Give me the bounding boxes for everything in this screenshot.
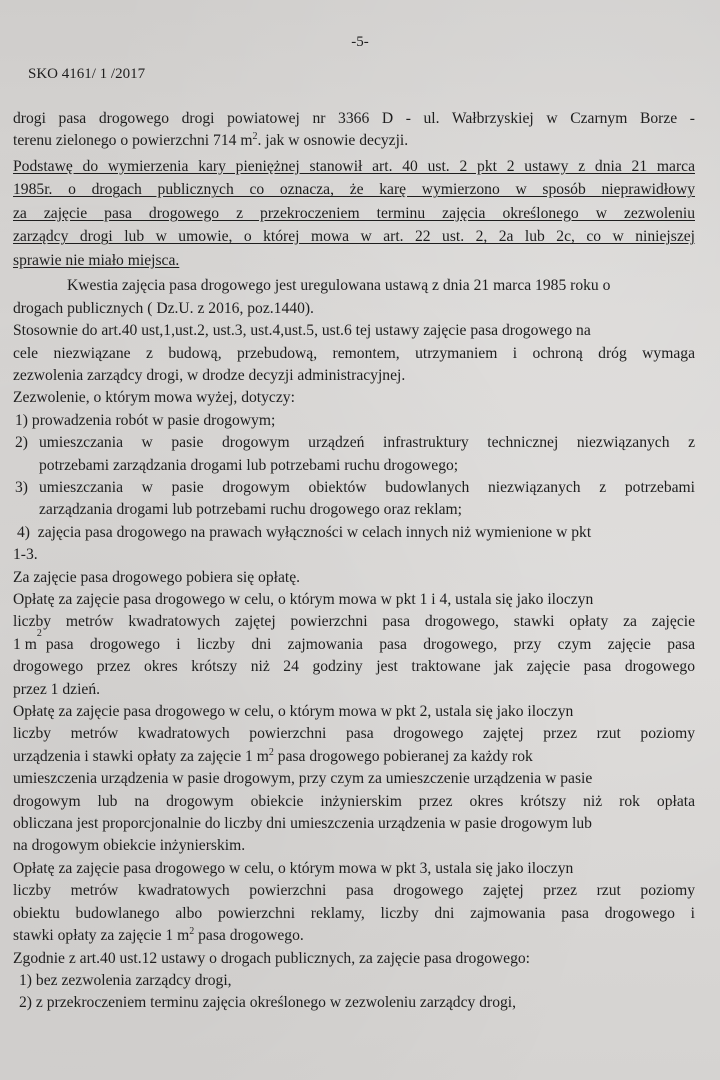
superscript: 2 (252, 131, 258, 143)
list-text: bez zezwolenia zarządcy drogi, (35, 971, 232, 989)
list-item-continuation: 1-3. (13, 546, 38, 564)
text-line: Opłatę za zajęcie pasa drogowego w celu, o którym mowa w pkt 1 i 4, ustala się jako iloczyn (13, 591, 594, 608)
document-reference: SKO 4161/ 1 /2017 (28, 66, 146, 82)
list-number: 2) (15, 434, 28, 452)
text-line: drogach publicznych ( Dz.U. z 2016, poz.1440). (13, 299, 314, 317)
list-item (13, 410, 695, 432)
text-line: obliczana jest proporcjonalnie do liczby dni umieszczenia urządzenia w pasie drogowym lub (13, 815, 592, 833)
text-line: drogowym lub na drogowym obiekcie inżynierskim przez okres krótszy niż rok opłata (13, 792, 695, 810)
document-body (13, 108, 695, 1015)
superscript: 2 (36, 627, 42, 639)
text-line: liczby metrów kwadratowych zajętej powierzchni pasa drogowego, stawki opłaty za zajęcie (13, 613, 695, 631)
text-fragment: terenu zielonego o powierzchni 714 m (13, 132, 253, 150)
text-line: zezwolenia zarządcy drogi, w drodze decyzji administracyjnej. (13, 366, 406, 384)
list-item (13, 992, 695, 1014)
text-line: Opłatę za zajęcie pasa drogowego w celu, o którym mowa w pkt 2, ustala się jako iloczyn (13, 703, 574, 721)
superscript: 2 (189, 926, 195, 938)
list-number: 2) (19, 994, 32, 1012)
page-number: -5- (351, 34, 369, 50)
text-line: na drogowym obiekcie inżynierskim. (13, 837, 246, 855)
text-line: Opłatę za zajęcie pasa drogowego w celu, o którym mowa w pkt 3, ustala się jako iloczyn (13, 859, 574, 877)
list-number: 1) (19, 971, 32, 989)
text-line: liczby metrów kwadratowych powierzchni pasa drogowego zajętej przez rzut poziomy (13, 725, 695, 743)
list-text: umieszczania w pasie drogowym obiektów budowlanych niezwiązanych z potrzebami (39, 478, 695, 496)
text-fragment: pasa drogowego pobieranej za każdy rok (273, 747, 533, 765)
list-number: 4) (17, 523, 30, 541)
text-line: 1985r. o drogach publicznych co oznacza, że karę wymierzono w sposób nieprawidłowy (13, 181, 695, 199)
text-line (13, 130, 695, 152)
text-line: drogi pasa drogowego drogi powiatowej nr 3366 D - ul. Wałbrzyskiej w Czarnym Borze - (13, 110, 695, 127)
text-fragment: urządzenia i stawki opłaty za zajęcie 1 m (13, 747, 269, 765)
zezwolenie-intro: Zezwolenie, o którym mowa wyżej, dotyczy: (13, 389, 295, 407)
list-item (13, 970, 695, 992)
text-line: liczby metrów kwadratowych powierzchni pasa drogowego zajętej przez rzut poziomy (13, 882, 695, 900)
list-item (13, 477, 695, 499)
paragraph-kwestia (13, 275, 695, 320)
text-line (13, 746, 695, 768)
paragraph-stosownie (13, 320, 695, 387)
zgodnie-intro: Zgodnie z art.40 ust.12 ustawy o drogach publicznych, za zajęcie pasa drogowego: (13, 949, 531, 967)
text-line: zarządcy drogi lub w umowie, o której mowa w art. 22 ust. 2, 2a lub 2c, co w niniejszej (13, 228, 695, 246)
paragraph-pkt-3 (13, 858, 695, 948)
oplata-intro: Za zajęcie pasa drogowego pobiera się opłatę. (13, 568, 301, 586)
paragraph-pkt-2 (13, 701, 695, 858)
text-fragment: . jak w osnowie decyzji. (257, 132, 409, 150)
text-line: Stosownie do art.40 ust,1,ust.2, ust.3, ust.4,ust.5, ust.6 tej ustawy zajęcie pasa drogowego na (13, 322, 591, 340)
list-item (13, 522, 695, 544)
zezwolenie-list (13, 410, 695, 567)
text-line: cele niezwiązane z budową, przebudową, remontem, utrzymaniem i ochroną dróg wymaga (13, 344, 695, 362)
list-text: zajęcia pasa drogowego na prawach wyłączności w celach innych niż wymienione w pkt (37, 523, 592, 541)
list-item-continuation: zarządzania drogami lub potrzebami ruchu drogowego oraz reklam; (39, 501, 463, 519)
list-item (13, 432, 695, 454)
list-item-continuation: potrzebami zarządzania drogami lub potrzebami ruchu drogowego; (39, 456, 459, 474)
superscript: 2 (268, 746, 274, 758)
list-text: z przekroczeniem terminu zajęcia określonego w zezwoleniu zarządcy drogi, (35, 994, 517, 1012)
text-fragment: 1 m (13, 635, 37, 653)
text-line: obiektu budowlanego albo powierzchni reklamy, liczby dni zajmowania pasa drogowego i (13, 904, 695, 922)
zgodnie-list (13, 970, 695, 1015)
paragraph-pkt-1-4 (13, 589, 695, 701)
text-line: za zajęcie pasa drogowego z przekroczeniem terminu zajęcia określonego w zezwoleniu (13, 204, 695, 222)
text-line: Podstawę do wymierzenia kary pieniężnej stanowił art. 40 ust. 2 pkt 2 ustawy z dnia 21 marca (13, 157, 695, 175)
underlined-paragraph (13, 155, 695, 273)
text-line: drogowego przez okres krótszy niż 24 godziny jest traktowane jak zajęcie pasa drogowego (13, 658, 695, 676)
text-line: przez 1 dzień. (13, 680, 101, 698)
list-number: 3) (15, 478, 28, 496)
text-line: Kwestia zajęcia pasa drogowego jest uregulowana ustawą z dnia 21 marca 1985 roku o (67, 277, 611, 295)
text-line (13, 627, 695, 656)
list-text: umieszczania w pasie drogowym urządzeń infrastruktury technicznej niezwiązanych z (39, 434, 695, 452)
text-line (13, 925, 695, 947)
list-text: prowadzenia robót w pasie drogowym; (31, 411, 276, 429)
text-fragment: pasa drogowego. (194, 927, 304, 945)
text-line: sprawie nie miało miejsca. (13, 251, 180, 269)
text-line: umieszczenia urządzenia w pasie drogowym, przy czym za umieszczenie urządzenia w pasie (13, 770, 593, 788)
text-fragment: pasa drogowego i liczby dni zajmowania pasa drogowego, przy czym zajęcie pasa (45, 635, 695, 653)
text-fragment: stawki opłaty za zajęcie 1 m (13, 927, 190, 945)
list-number: 1) (15, 411, 28, 429)
